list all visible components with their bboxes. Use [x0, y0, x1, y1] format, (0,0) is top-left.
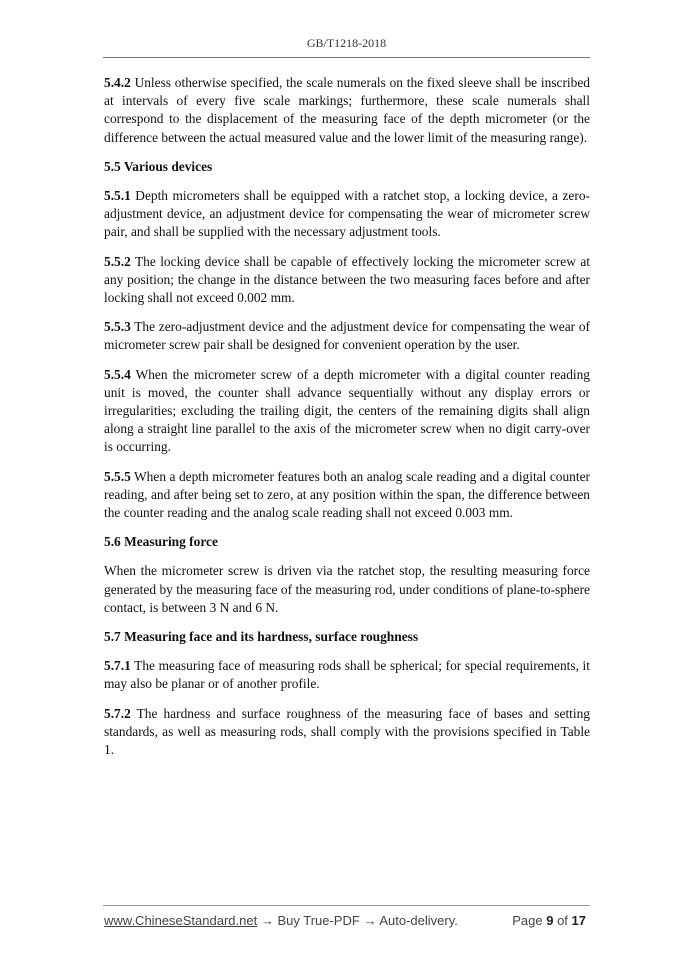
clause-number: 5.5.5: [104, 468, 131, 484]
current-page: 9: [546, 913, 554, 928]
clause-text: When a depth micrometer features both an analog scale reading and a digital counter reading, and after being set to zero, at any position within the span, the difference between the counter reading and the analog scale reading shall not exceed 0.003 mm.: [104, 468, 590, 521]
clause-text: When the micrometer screw of a depth micrometer with a digital counter reading unit is moved, the counter shall advance sequentially without any display errors or irregularities; excluding the trailing digit, the centers of the remaining digits shall align along a straight line parallel to the axis of the micrometer screw when no digit carry-over is occurring.: [104, 366, 591, 455]
section-heading-5-5: 5.5 Various devices: [104, 158, 213, 174]
clause-5-5-4: [104, 366, 590, 457]
clause-number: 5.5.2: [104, 253, 131, 269]
footer-promo: [104, 913, 458, 928]
total-pages: 17: [571, 913, 586, 928]
clause-5-4-2: [104, 74, 590, 147]
section-heading-5-7: 5.7 Measuring face and its hardness, surface roughness: [104, 629, 419, 645]
section-heading-5-6: 5.6 Measuring force: [104, 534, 218, 550]
clause-5-5-3: [104, 318, 590, 354]
page-footer: [104, 913, 590, 933]
clause-number: 5.4.2: [104, 75, 131, 90]
of-label: of: [557, 913, 568, 928]
page-label: Page: [512, 913, 543, 928]
clause-5-7-1: [104, 657, 590, 693]
clause-text: Unless otherwise specified, the scale numerals on the fixed sleeve shall be inscribed at intervals of every five scale markings; furthermore, these scale numerals shall correspond to the displacement of the measuring face of the depth micrometer (or the difference between the actual measured value and the lower limit of the measuring range).: [104, 75, 590, 145]
clause-text: Depth micrometers shall be equipped with a ratchet stop, a locking device, a zero-adjustment device, an adjustment device for compensating the wear of micrometer screw pair, and shall be supplied with the necessary adjustment tools.: [104, 188, 590, 240]
arrow-right-icon: →: [260, 913, 274, 928]
page-header: GB/T1218-2018: [306, 36, 387, 50]
header-divider: [103, 57, 590, 58]
clause-5-6-text: When the micrometer screw is driven via the ratchet stop, the resulting measuring force generated by the measuring face of the measuring rod, under conditions of plane-to-sphere contact, is between 3 N and 6 N.: [104, 563, 590, 615]
clause-text: The locking device shall be capable of effectively locking the micrometer screw at any position; the change in the distance between the two measuring faces before and after locking shall not exceed 0.002 mm.: [104, 253, 591, 306]
clause-5-5-1: [104, 187, 590, 242]
clause-text: The measuring face of measuring rods shall be spherical; for special requirements, it may also be planar or of another profile.: [104, 658, 590, 692]
footer-divider: [103, 905, 590, 906]
clause-number: 5.5.1: [104, 188, 131, 204]
clause-5-5-5: [104, 468, 590, 523]
clause-5-7-2: [104, 705, 590, 760]
buy-pdf-text: Buy True-PDF: [277, 913, 360, 928]
clause-number: 5.5.3: [104, 319, 131, 335]
clause-5-5-2: [104, 253, 590, 308]
document-body: [104, 74, 590, 770]
website-link[interactable]: www.ChineseStandard.net: [104, 913, 258, 928]
clause-text: The zero-adjustment device and the adjustment device for compensating the wear of micrometer screw pair shall be designed for convenient operation by the user.: [104, 319, 590, 353]
clause-number: 5.7.1: [104, 658, 131, 674]
clause-text: The hardness and surface roughness of the measuring face of bases and setting standards, as well as measuring rods, shall comply with the provisions specified in Table 1.: [104, 705, 590, 758]
arrow-right-icon: →: [363, 913, 377, 928]
page-number: [512, 913, 586, 928]
auto-delivery-text: Auto-delivery.: [379, 913, 458, 928]
clause-number: 5.7.2: [104, 705, 131, 721]
clause-number: 5.5.4: [104, 366, 131, 382]
